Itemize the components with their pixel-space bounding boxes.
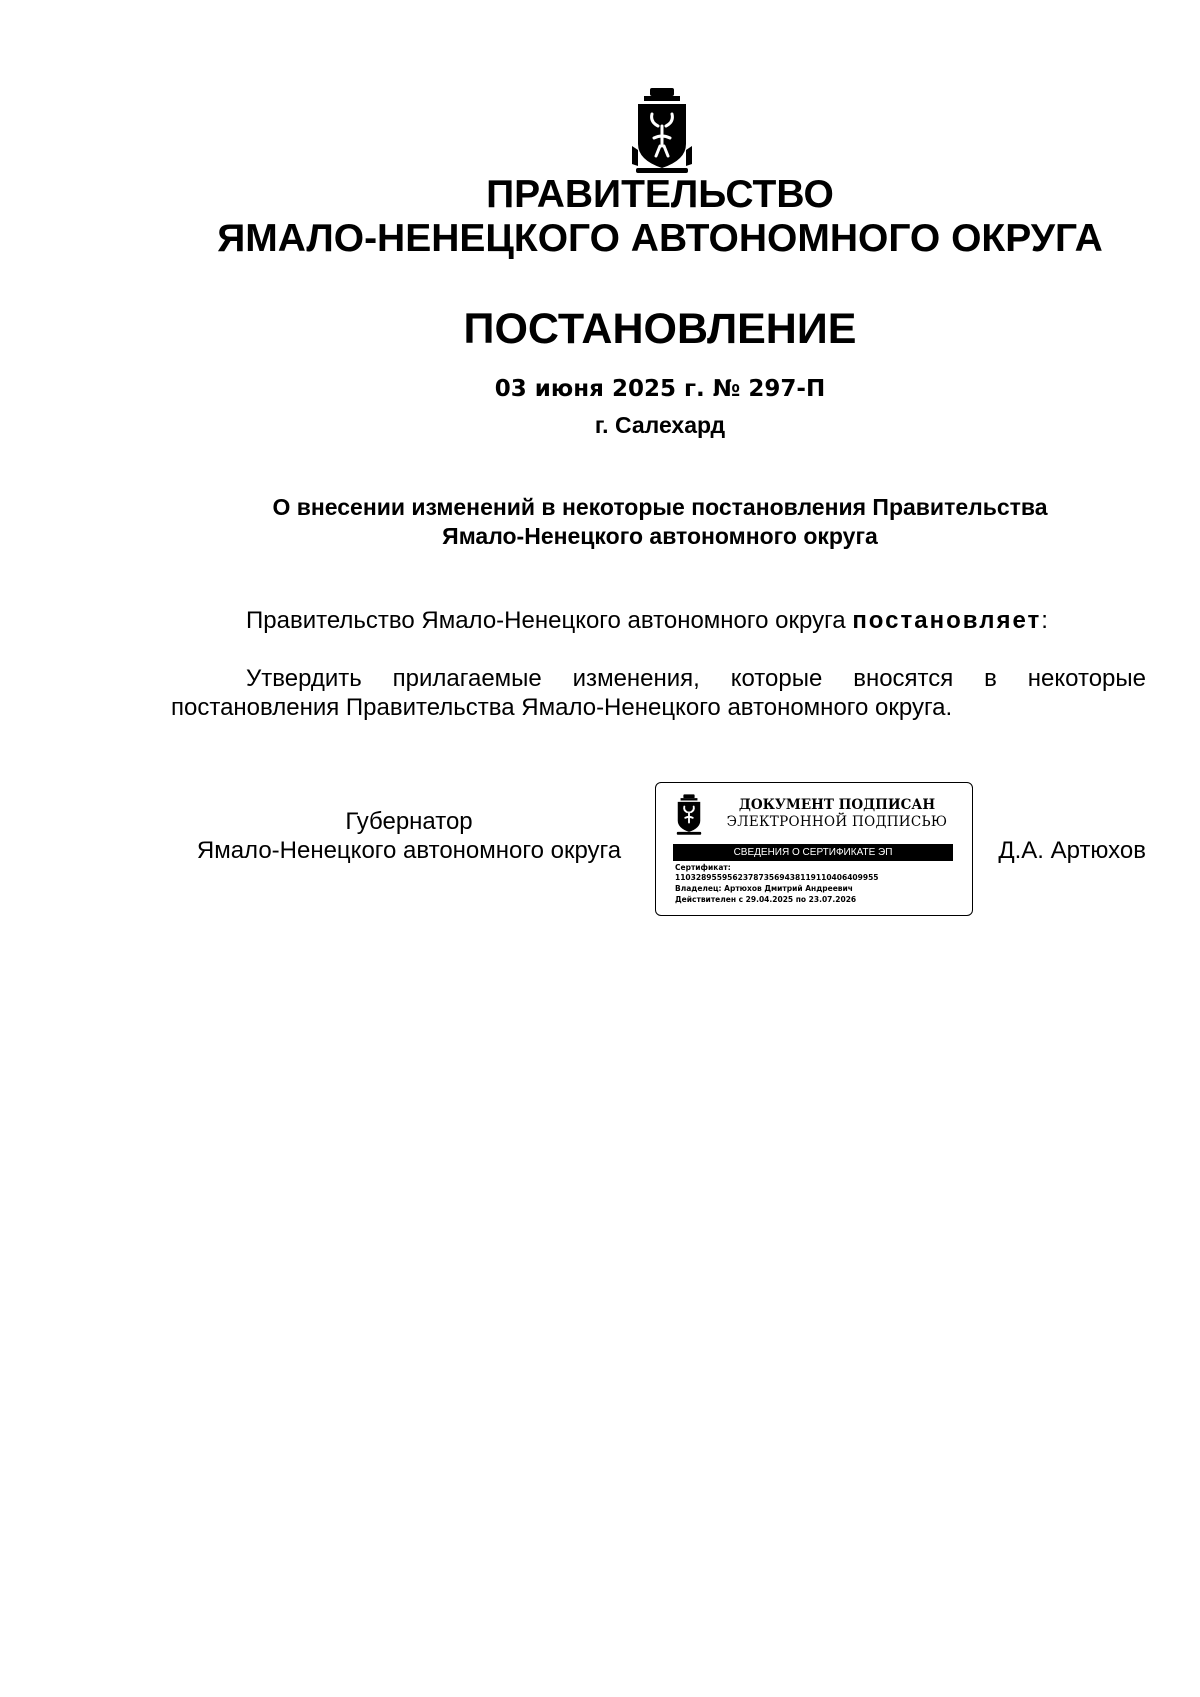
signer-position-line2: Ямало-Ненецкого автономного округа	[196, 837, 622, 864]
document-type-title: ПОСТАНОВЛЕНИЕ	[463, 305, 857, 353]
stamp-header-line1: ДОКУМЕНТ ПОДПИСАН	[738, 797, 936, 813]
document-subject-line2: Ямало-Ненецкого автономного округа	[442, 523, 878, 549]
resolution-emphasis: постановляет	[852, 607, 1042, 634]
signer-name: Д.А. Артюхов	[998, 837, 1146, 864]
stamp-emblem-icon	[674, 793, 704, 837]
coat-of-arms-emblem	[630, 86, 694, 178]
stamp-certificate-bar: СВЕДЕНИЯ О СЕРТИФИКАТЕ ЭП	[673, 844, 953, 861]
document-subject-line1: О внесении изменений в некоторые постановления Правительства	[272, 494, 1048, 520]
approval-text: Утвердить прилагаемые изменения, которые вносятся в некоторые постановления Правительства Ямало-Ненецкого автономного округа.	[171, 665, 1146, 721]
document-city: г. Салехард	[594, 412, 726, 438]
approval-paragraph	[171, 664, 1146, 722]
document-date-number: 03 июня 2025 г. № 297-П	[494, 376, 826, 402]
stamp-header-line2: ЭЛЕКТРОННОЙ ПОДПИСЬЮ	[726, 814, 948, 830]
stamp-certificate-number: 110328955956237873569438119110406409955	[675, 873, 879, 882]
resolution-colon: :	[1041, 607, 1048, 634]
stamp-certificate-label: Сертификат:	[675, 863, 731, 872]
resolution-text: Правительство Ямало-Ненецкого автономного округа	[246, 607, 853, 634]
electronic-signature-stamp	[655, 782, 973, 916]
stamp-owner: Владелец: Артюхов Дмитрий Андреевич	[675, 884, 853, 893]
stamp-validity: Действителен с 29.04.2025 по 23.07.2026	[675, 895, 857, 904]
signer-position-line1: Губернатор	[345, 808, 473, 835]
organization-name-line2: ЯМАЛО-НЕНЕЦКОГО АВТОНОМНОГО ОКРУГА	[217, 217, 1103, 260]
resolution-paragraph	[171, 606, 1146, 635]
organization-name-line1: ПРАВИТЕЛЬСТВО	[486, 173, 834, 216]
